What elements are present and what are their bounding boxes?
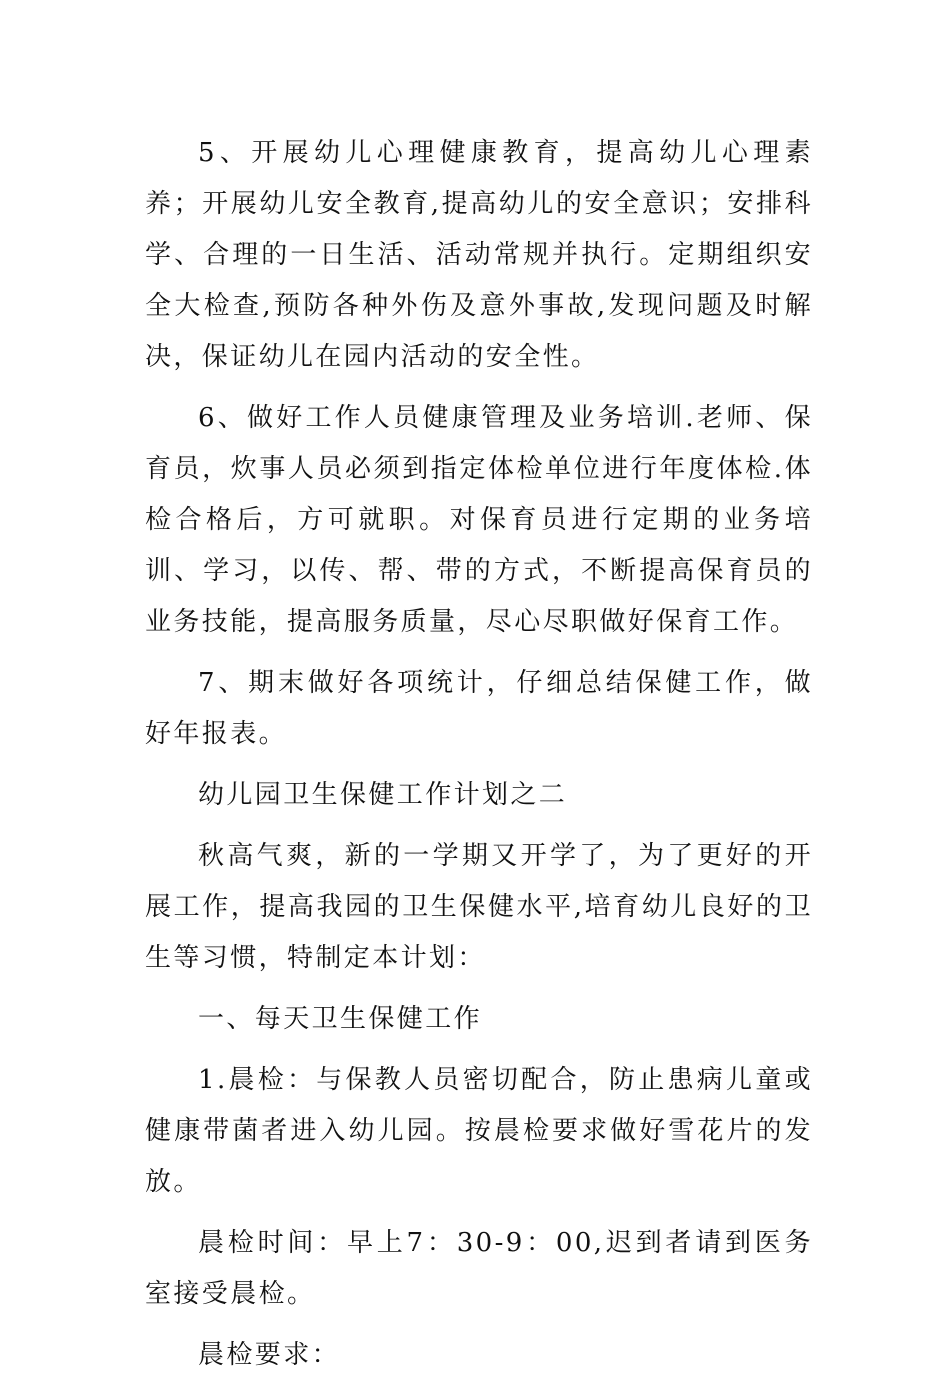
section-heading-daily-work: 一、每天卫生保健工作 — [198, 1004, 483, 1034]
document-body — [145, 128, 813, 1391]
paragraph-check-requirements: 晨检要求： — [198, 1340, 341, 1370]
paragraph-item-7: 7、期末做好各项统计，仔细总结保健工作，做好年报表。 — [145, 668, 813, 749]
paragraph-morning-check: 1.晨检：与保教人员密切配合，防止患病儿童或健康带菌者进入幼儿园。按晨检要求做好雪花片的发放。 — [145, 1065, 813, 1197]
paragraph-item-5: 5、开展幼儿心理健康教育，提高幼儿心理素养；开展幼儿安全教育,提高幼儿的安全意识；安排科学、合理的一日生活、活动常规并执行。定期组织安全大检查,预防各种外伤及意外事故,发现问题及时解决，保证幼儿在园内活动的安全性。 — [145, 138, 813, 372]
section-title-plan-two: 幼儿园卫生保健工作计划之二 — [198, 780, 568, 810]
paragraph-intro: 秋高气爽，新的一学期又开学了，为了更好的开展工作，提高我园的卫生保健水平,培育幼儿良好的卫生等习惯，特制定本计划： — [145, 841, 813, 973]
paragraph-check-time: 晨检时间：早上7：30-9：00,迟到者请到医务室接受晨检。 — [145, 1228, 813, 1309]
paragraph-item-6: 6、做好工作人员健康管理及业务培训.老师、保育员，炊事人员必须到指定体检单位进行年度体检.体检合格后，方可就职。对保育员进行定期的业务培训、学习，以传、帮、带的方式，不断提高保育员的业务技能，提高服务质量，尽心尽职做好保育工作。 — [145, 403, 813, 637]
